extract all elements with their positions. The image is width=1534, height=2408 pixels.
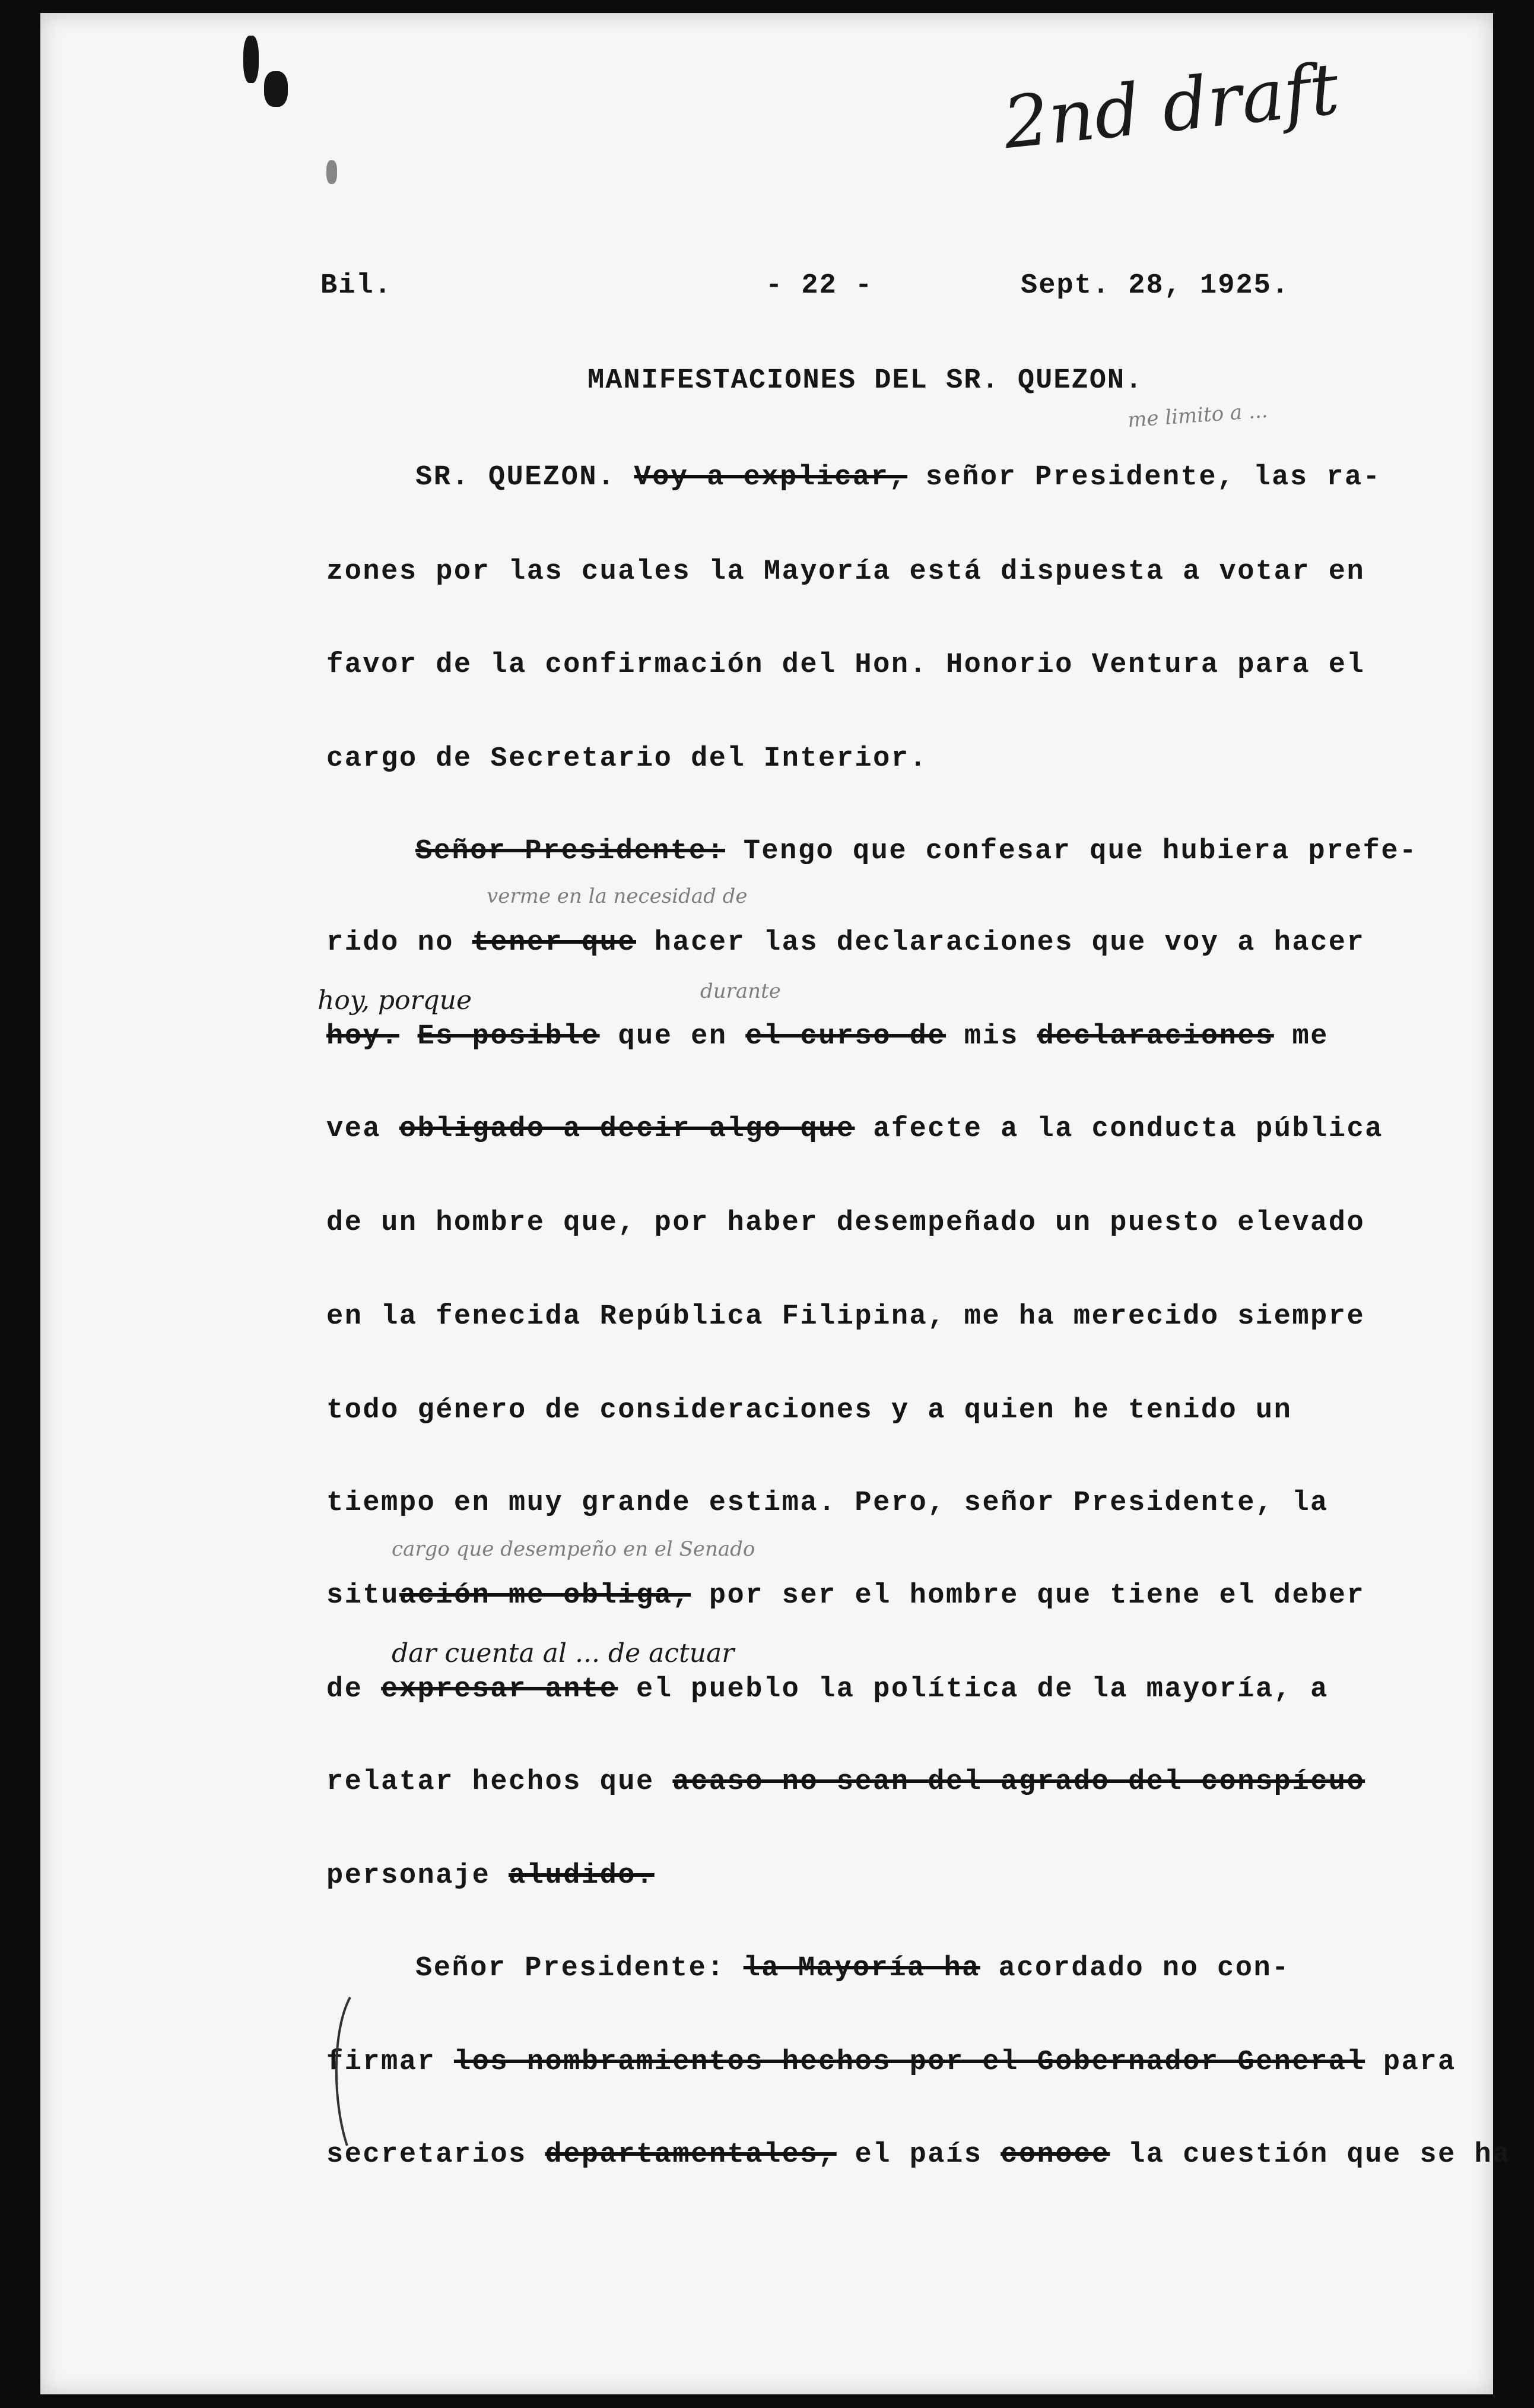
- paragraph-line: [415, 462, 1381, 493]
- line-text: hacer las declaraciones que voy a hacer: [654, 927, 1365, 959]
- line-text: Tengo que confesar que hubiera prefe-: [743, 836, 1418, 867]
- struck-text: Es posible: [417, 1021, 600, 1052]
- paragraph-line: [326, 2139, 1511, 2171]
- handwritten-insertion: dar cuenta al ... de actuar: [392, 1638, 735, 1668]
- struck-text: hoy.: [326, 1021, 399, 1052]
- paragraph-line: cargo de Secretario del Interior.: [326, 743, 928, 775]
- margin-bracket-mark: [320, 1994, 356, 2149]
- scan-blemish: [243, 36, 259, 83]
- paragraph-line: [326, 1860, 655, 1892]
- struck-text: aludido.: [509, 1860, 655, 1892]
- line-text: relatar hechos que: [326, 1766, 655, 1798]
- line-text: afecte a la conducta pública: [873, 1113, 1383, 1145]
- paragraph-line: [326, 1113, 1383, 1145]
- speaker-label: SR. QUEZON.: [415, 462, 616, 493]
- paragraph-line: [326, 1766, 1365, 1798]
- handwritten-draft-note: 2nd draft: [999, 47, 1343, 166]
- struck-text: la Mayoría ha: [743, 1953, 980, 1984]
- paragraph-line: [326, 1580, 1365, 1611]
- paragraph-line: [415, 836, 1418, 867]
- line-text: el pueblo la política de la mayoría, a: [636, 1674, 1329, 1705]
- struck-text: obligado a decir algo que: [399, 1113, 855, 1145]
- paragraph-line: [326, 1674, 1329, 1705]
- line-text: mis: [964, 1021, 1019, 1052]
- paragraph-line: favor de la confirmación del Hon. Honorio Ventura para el: [326, 649, 1365, 681]
- page-number: - 22 -: [766, 270, 874, 302]
- handwritten-insertion: hoy, porque: [317, 985, 472, 1016]
- line-text: firmar: [326, 2047, 436, 2078]
- struck-text: Voy a explicar,: [634, 462, 908, 493]
- scan-blemish: [264, 71, 288, 107]
- struck-text: tener que: [472, 927, 636, 959]
- line-text: Señor Presidente:: [415, 1953, 725, 1984]
- struck-text: departamentales,: [545, 2139, 837, 2171]
- paragraph-line: [326, 2047, 1456, 2078]
- line-text: por ser el hombre que tiene el deber: [709, 1580, 1365, 1611]
- line-text: personaje: [326, 1860, 491, 1892]
- handwritten-insertion: verme en la necesidad de: [487, 884, 748, 908]
- line-text: situ: [326, 1580, 399, 1611]
- handwritten-insertion: me limito a ...: [1126, 398, 1269, 433]
- paragraph-line: tiempo en muy grande estima. Pero, señor Presidente, la: [326, 1487, 1329, 1519]
- document-title: MANIFESTACIONES DEL SR. QUEZON.: [587, 365, 1144, 396]
- paragraph-line: [326, 927, 1365, 959]
- struck-text: ación me obliga,: [399, 1580, 691, 1611]
- line-text: secretarios: [326, 2139, 527, 2171]
- struck-text: acaso no sean del agrado del conspícuo: [672, 1766, 1365, 1798]
- paragraph-line: de un hombre que, por haber desempeñado un puesto elevado: [326, 1207, 1365, 1239]
- struck-text: el curso de: [745, 1021, 947, 1052]
- paragraph-line: en la fenecida República Filipina, me ha merecido siempre: [326, 1301, 1365, 1333]
- line-text: señor Presidente, las ra-: [925, 462, 1381, 493]
- scan-blemish: [326, 160, 337, 184]
- struck-text: expresar ante: [381, 1674, 618, 1705]
- struck-text: declaraciones: [1037, 1021, 1274, 1052]
- line-text: de: [326, 1674, 363, 1705]
- line-text: la cuestión que se ha: [1128, 2139, 1511, 2171]
- line-text: para: [1383, 2047, 1456, 2078]
- line-text: acordado no con-: [998, 1953, 1290, 1984]
- struck-text: conoce: [1001, 2139, 1110, 2171]
- paragraph-line: [326, 1021, 1329, 1052]
- handwritten-insertion: cargo que desempeño en el Senado: [392, 1537, 755, 1561]
- line-text: vea: [326, 1113, 382, 1145]
- header-code: Bil.: [320, 270, 392, 302]
- paragraph-line: zones por las cuales la Mayoría está dispuesta a votar en: [326, 556, 1365, 588]
- struck-text: Señor Presidente:: [415, 836, 725, 867]
- struck-text: los nombramientos hechos por el Gobernador General: [453, 2047, 1365, 2078]
- paragraph-line: [415, 1953, 1290, 1984]
- paragraph-line: todo género de consideraciones y a quien he tenido un: [326, 1395, 1292, 1426]
- line-text: me: [1292, 1021, 1329, 1052]
- line-text: que en: [618, 1021, 728, 1052]
- line-text: el país: [855, 2139, 983, 2171]
- line-text: rido no: [326, 927, 454, 959]
- handwritten-insertion: durante: [700, 979, 781, 1003]
- header-date: Sept. 28, 1925.: [1021, 270, 1290, 302]
